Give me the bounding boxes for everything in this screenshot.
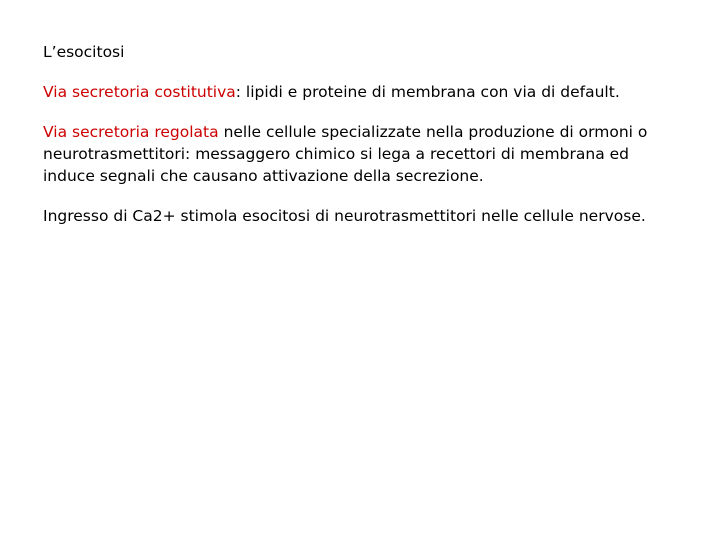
paragraph-regulated-pathway <box>43 121 683 187</box>
slide-title: L’esocitosi <box>43 43 125 61</box>
slide-content <box>43 41 683 245</box>
constitutive-pathway-term: Via secretoria costitutiva <box>43 83 236 101</box>
paragraph-calcium-exocytosis: Ingresso di Ca2+ stimola esocitosi di neurotrasmettitori nelle cellule nervose. <box>43 207 646 225</box>
constitutive-pathway-description: : lipidi e proteine di membrana con via di default. <box>235 83 620 101</box>
regulated-pathway-term: Via secretoria regolata <box>43 123 219 141</box>
regulated-pathway-description: nelle cellule specializzate nella produzione di ormoni o neurotrasmettitori: messaggero chimico si lega a recettori di membrana ed induce segnali che causano attivazione della secrezione. <box>43 123 648 185</box>
paragraph-constitutive-pathway <box>43 81 683 103</box>
